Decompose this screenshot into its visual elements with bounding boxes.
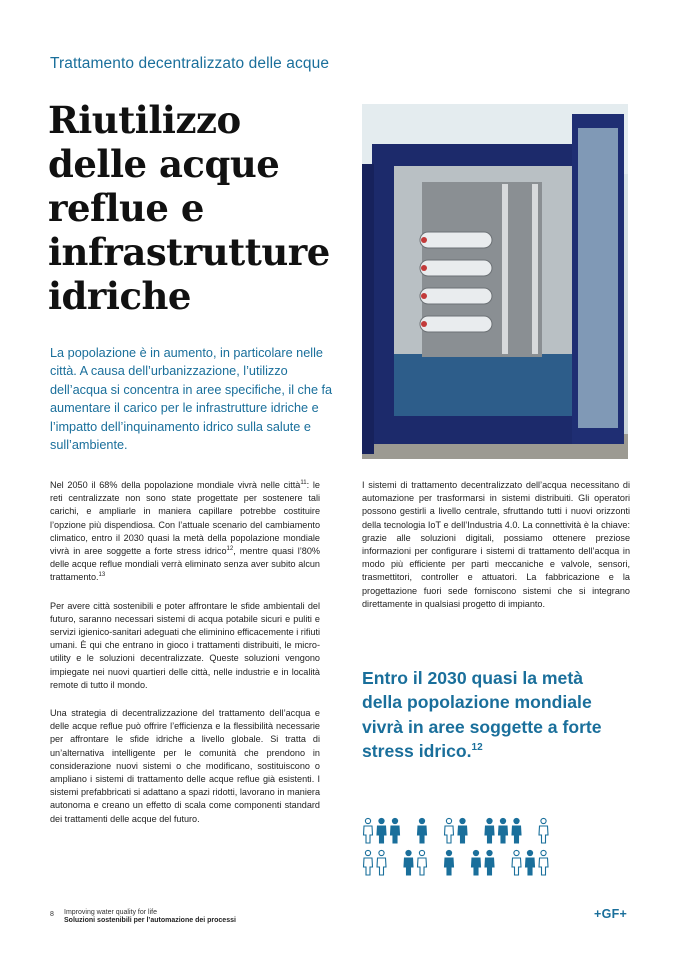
- person-icon: [364, 818, 373, 843]
- person-icon: [377, 850, 386, 875]
- person-icon: [485, 818, 494, 843]
- people-icons-graphic: [362, 816, 562, 878]
- page-number: 8: [50, 911, 54, 918]
- footer-line-1: Improving water quality for life: [64, 909, 157, 916]
- person-icon: [539, 850, 548, 875]
- pull-quote-text: Entro il 2030 quasi la metà della popolazione mondiale vivrà in aree soggette a forte stress idrico.: [362, 668, 602, 761]
- footnote-ref: 12: [471, 741, 483, 753]
- person-icon: [418, 850, 427, 875]
- person-icon: [391, 818, 400, 843]
- person-icon: [512, 850, 521, 875]
- person-icon: [445, 818, 454, 843]
- person-icon: [485, 850, 494, 875]
- body-paragraph: I sistemi di trattamento decentralizzato dell’acqua necessitano di automazione per trasformarsi in sistemi distribuiti. Gli operatori possono gestirli a livello centrale, sfruttando tutti i nuovi orizzonti della tecnologia IoT e dell’Industria 4.0. La connettività è la chiave: grazie alle soluzioni digitali, possiamo ottenere preziose informazioni per configurare i sistemi di trattamento dell’acqua in modo più efficiente per parti meccaniche e valvole, sensori, trasmettitori, controller e attuatori. La fabbricazione e la progettazione fuori sede forniscono sistemi che si integrano direttamente in qualsiasi progetto di impianto.: [362, 480, 630, 609]
- person-icon: [472, 850, 481, 875]
- person-icon: [512, 818, 521, 843]
- footnote-ref: 12: [226, 546, 234, 553]
- page-title: Riutilizzo delle acque reflue e infrastrutture idriche: [48, 98, 330, 318]
- intro-paragraph: La popolazione è in aumento, in particolare nelle città. A causa dell’urbanizzazione, l’utilizzo dell’acqua si concentra in aree specifiche, il che fa aumentare il carico per le infrastrutture idriche e l’impatto dell’inquinamento idrico sulla salute e sull’ambiente.: [50, 346, 333, 453]
- person-icon: [526, 850, 535, 875]
- footer-caption: [64, 909, 236, 925]
- person-icon: [418, 818, 427, 843]
- person-icon: [539, 818, 548, 843]
- pull-quote: [362, 666, 602, 763]
- footnote-ref: 11: [300, 480, 307, 486]
- person-icon: [364, 850, 373, 875]
- gf-logo: +GF+: [594, 907, 628, 921]
- container-plant-photo: [362, 104, 628, 459]
- person-icon: [445, 850, 454, 875]
- body-text: : le reti centralizzate non sono state progettate per sostenere tali carichi, e ampliarle in maniera capillare potrebbe costituire l’opzione più dispendiosa. Con l’attuale scenario del cambiamento climatico, entro il 2030 quasi la metà della popolazione mondiale vivrà in aree soggette a forte stress idrico: [50, 480, 320, 557]
- body-text: Nel 2050 il 68% della popolazione mondiale vivrà nelle città: [50, 480, 301, 490]
- footer-line-2: Soluzioni sostenibili per l’automazione dei processi: [64, 917, 236, 924]
- body-column-right: [362, 479, 630, 626]
- person-icon: [499, 818, 508, 843]
- body-column-left: [50, 479, 320, 841]
- footnote-ref: 13: [98, 572, 106, 579]
- body-paragraph: [50, 479, 320, 585]
- person-icon: [377, 818, 386, 843]
- body-paragraph: Una strategia di decentralizzazione del trattamento dell’acqua e delle acque reflue può offrire l’efficienza e la flessibilità necessarie per affrontare le sfide idriche a livello globale. Si tratta di un’alternativa intelligente per le comunità che prendono in considerazione nuovi sistemi o che modificano, sostituiscono o ampliano i sistemi di trattamento delle acque reflue già esistenti. I sistemi prefabbricati si adattano a spazi ridotti, lavorano in maniera autonoma e creano un effetto di scala come componenti standard dei trattamenti delle acque del futuro.: [50, 708, 320, 824]
- body-paragraph: Per avere città sostenibili e poter affrontare le sfide ambientali del futuro, saranno necessari sistemi di acqua potabile sicuri e puliti e servizi igienico-sanitari adeguati che eliminino efficacemente i rifiuti umani. È qui che entrano in gioco i trattamenti distribuiti, le micro-utility e le soluzioni decentralizzate. Queste soluzioni vengono impiegate nei nuovi quartieri delle città, nelle industrie e in località remote di tutto il mondo.: [50, 600, 320, 690]
- person-icon: [404, 850, 413, 875]
- body-text: , mentre quasi l’80% delle acque reflue mondiali verrà eliminato senza aver subito alcun trattamento.: [50, 546, 320, 583]
- section-kicker: Trattamento decentralizzato delle acque: [50, 55, 330, 72]
- person-icon: [458, 818, 467, 843]
